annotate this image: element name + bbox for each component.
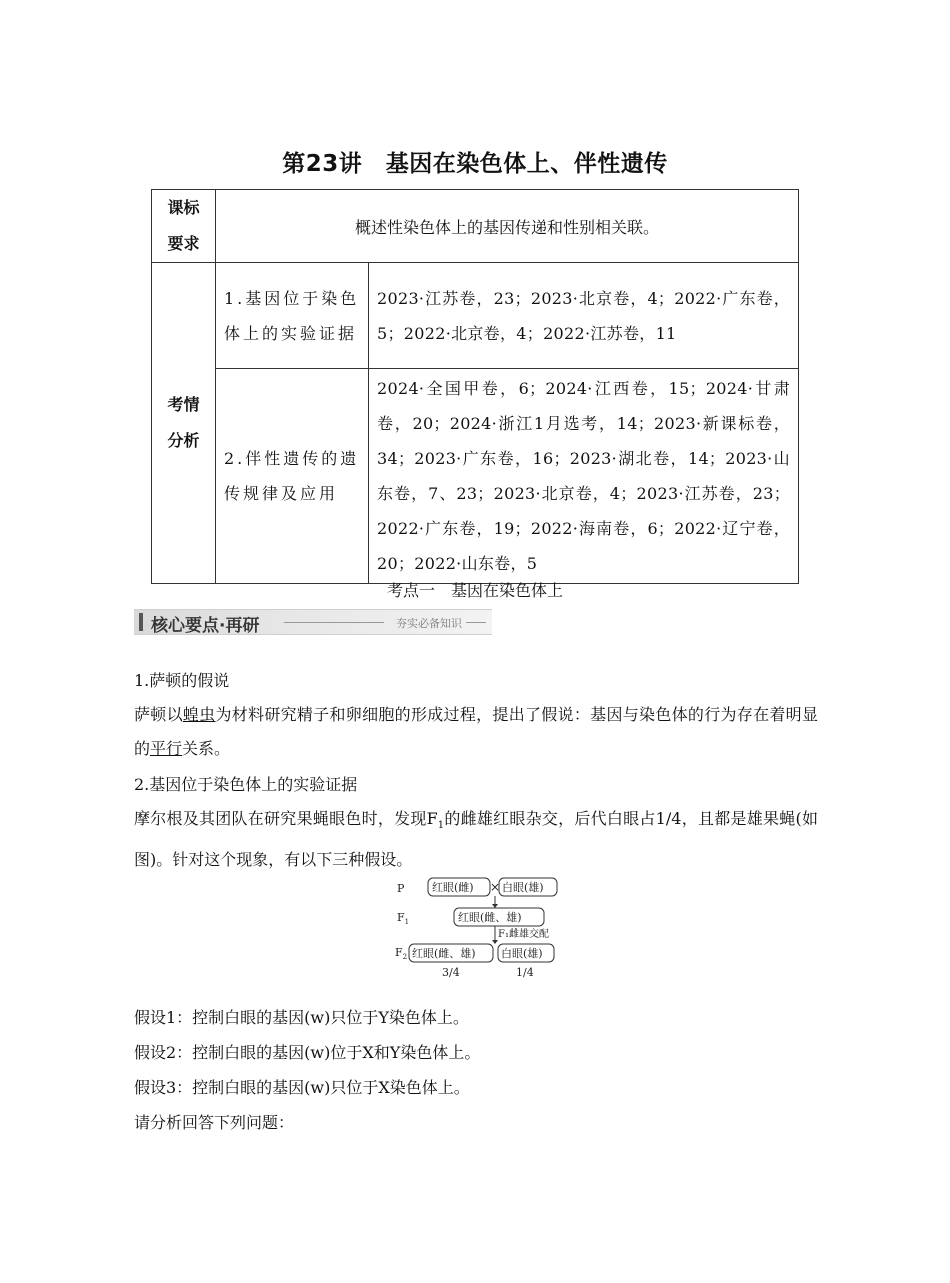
sec2-heading: 2.基因位于染色体上的实验证据 (134, 775, 358, 794)
p-male-text: 白眼(雄) (502, 881, 544, 894)
arrow-head-1 (492, 904, 498, 908)
page-title: 第23讲 基因在染色体上、伴性遗传 (282, 151, 668, 177)
requirement-header-text: 课标要求 (167, 198, 200, 253)
sec1-text-c: 关系。 (182, 739, 231, 758)
topic-1: 1.基因位于染色体上的实验证据 (216, 263, 369, 369)
cross-symbol: × (490, 880, 501, 894)
requirement-text: 概述性染色体上的基因传递和性别相关联。 (216, 190, 799, 263)
arrow-head-2 (492, 940, 498, 944)
p-female-text: 红眼(雌) (432, 881, 474, 894)
hypothesis-1: 假设1：控制白眼的基因(w)只位于Y染色体上。 (134, 1008, 469, 1027)
question-prompt: 请分析回答下列问题： (134, 1113, 295, 1132)
p-label: P (397, 882, 405, 895)
banner-subtitle: 夯实必备知识 (396, 617, 462, 630)
ratio-white: 1/4 (516, 966, 534, 979)
sec2-paragraph (134, 802, 818, 877)
sec1-heading: 1.萨顿的假说 (134, 671, 230, 690)
banner-bar (139, 613, 143, 631)
banner-title: 核心要点·再研 (151, 616, 260, 636)
banner-line (284, 622, 384, 623)
f2-label: $F_2$ (395, 946, 408, 961)
sec1-paragraph (134, 698, 818, 766)
f2-red-text: 红眼(雌、雄) (412, 947, 476, 960)
sec2-text-a: 摩尔根及其团队在研究果蝇眼色时，发现F (134, 809, 438, 828)
f1-text: 红眼(雌、雄) (458, 911, 522, 924)
hypothesis-2: 假设2：控制白眼的基因(w)位于X和Y染色体上。 (134, 1043, 481, 1062)
analysis-header-text: 考情分析 (167, 395, 200, 450)
curriculum-table (151, 189, 799, 584)
papers-1: 2023·江苏卷，23；2023·北京卷，4；2022·广东卷，5；2022·北京卷，4；2022·江苏卷，11 (369, 263, 799, 369)
sec1-text-a: 萨顿以 (134, 705, 183, 724)
sec1-text-b: 为材料研究精子和卵细胞的形成过程，提出了假说：基因与染色体的行为存在着明显的 (134, 705, 818, 758)
section-banner (134, 609, 492, 635)
section-heading: 考点一 基因在染色体上 (386, 581, 563, 600)
topic-2: 2.伴性遗传的遗传规律及应用 (216, 369, 369, 584)
analysis-header (152, 263, 216, 584)
blank-locust: 蝗虫 (182, 705, 216, 724)
hypothesis-3: 假设3：控制白眼的基因(w)只位于X染色体上。 (134, 1078, 470, 1097)
f2-white-text: 白眼(雄) (501, 947, 543, 960)
f1-mating-note: F₁雌雄交配 (498, 929, 549, 940)
banner-tail (466, 622, 486, 623)
requirement-header (152, 190, 216, 263)
f1-label: $F_1$ (397, 911, 410, 926)
papers-2: 2024·全国甲卷，6；2024·江西卷，15；2024·甘肃卷，20；2024·浙江1月选考，14；2023·新课标卷，34；2023·广东卷，16；2023·湖北卷，14；2023·山东卷，7、23；2023·北京卷，4；2023·江苏卷，23；2022·广东卷，19；2022·海南卷，6；2022·辽宁卷，20；2022·山东卷，5 (369, 369, 799, 584)
cross-diagram (392, 874, 562, 984)
blank-parallel: 平行 (150, 739, 183, 758)
sec2-sub: 1 (437, 820, 445, 832)
ratio-red: 3/4 (442, 966, 460, 979)
sec2-text-b: 的雌雄红眼杂交，后代白眼占1/4，且都是雄果蝇(如图)。针对这个现象，有以下三种假设。 (134, 809, 818, 870)
